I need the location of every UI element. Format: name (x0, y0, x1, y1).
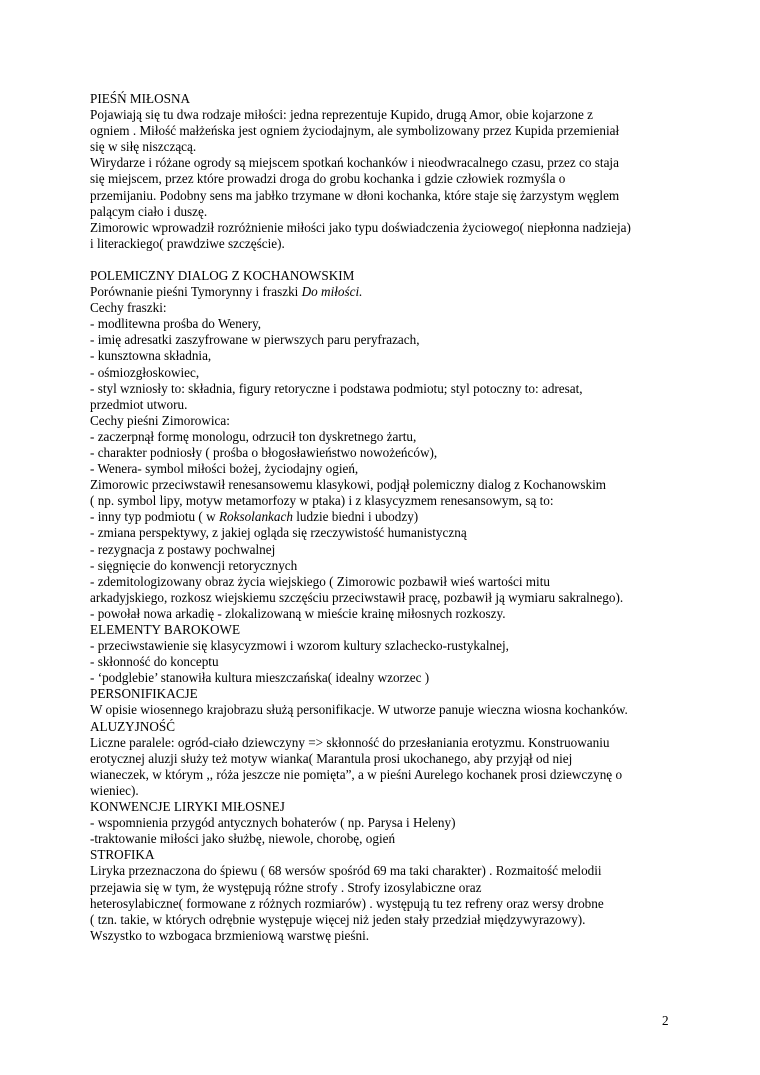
text-line: i literackiego( prawdziwe szczęście). (90, 235, 285, 251)
list-item: - ‘podglebie’ stanowiła kultura mieszczańska( idealny wzorzec ) (90, 670, 430, 686)
text-line: Cechy pieśni Zimorowica: (90, 412, 230, 428)
text-line: się miejscem, przez które prowadzi droga do grobu kochanka i gdzie człowiek rozmyśla o (90, 171, 566, 187)
text-line: przedmiot utworu. (90, 396, 188, 412)
list-item: - skłonność do konceptu (90, 654, 219, 670)
page-number: 2 (662, 1013, 669, 1028)
list-item: - zmiana perspektywy, z jakiej ogląda się rzeczywistość humanistyczną (90, 525, 467, 541)
list-item (90, 509, 680, 525)
section-heading: ELEMENTY BAROKOWE (90, 622, 241, 637)
text-line: Wszystko to wzbogaca brzmieniową warstwę pieśni. (90, 927, 370, 943)
text-line: Cechy fraszki: (90, 300, 167, 316)
list-item: - kunsztowna składnia, (90, 348, 212, 364)
text-segment: Porównanie pieśni Tymorynny i fraszki (90, 284, 302, 300)
list-item: - zaczerpnął formę monologu, odrzucił ton dyskretnego żartu, (90, 428, 417, 444)
list-item: - imię adresatki zaszyfrowane w pierwszych paru peryfrazach, (90, 332, 420, 348)
text-line: Zimorowic przeciwstawił renesansowemu klasykowi, podjął polemiczny dialog z Kochanowskim (90, 477, 607, 493)
text-line: heterosylabiczne( formowane z różnych rozmiarów) . występują tu tez refreny oraz wersy drobne (90, 895, 604, 911)
text-line: wieniec). (90, 782, 139, 798)
section-heading: PERSONIFIKACJE (90, 686, 198, 702)
list-item: - Wenera- symbol miłości bożej, życiodajny ogień, (90, 461, 359, 477)
text-line: erotycznej aluzji służy też motyw wianka( Marantula prosi ukochanego, aby przyjął od niej (90, 750, 573, 766)
text-line: Wirydarze i różane ogrody są miejscem spotkań kochanków i nieodwracalnego czasu, przez co staja (90, 155, 619, 171)
text-segment: ludzie biedni i ubodzy) (292, 509, 419, 525)
text-line: W opisie wiosennego krajobrazu służą personifikacje. W utworze panuje wieczna wiosna kochanków. (90, 702, 628, 718)
text-line: przejawia się w tym, że występują różne strofy . Strofy izosylabiczne oraz (90, 879, 482, 895)
list-item: - rezygnacja z postawy pochwalnej (90, 541, 276, 557)
text-line: Liczne paralele: ogród-ciało dziewczyny => skłonność do przesłaniania erotyzmu. Konstruowaniu (90, 734, 610, 750)
text-line: się w siłę niszczącą. (90, 139, 197, 155)
list-item: - ośmiozgłoskowiec, (90, 364, 200, 380)
list-item: - modlitewna prośba do Wenery, (90, 316, 262, 332)
list-item: - powołał nowa arkadię - zlokalizowaną w mieście krainę miłosnych rozkoszy. (90, 605, 506, 621)
section-heading: PIEŚŃ MIŁOSNA (90, 91, 191, 106)
list-item: - zdemitologizowany obraz życia wiejskiego ( Zimorowic pozbawił wieś wartości mitu (90, 573, 550, 589)
text-line: wianeczek, w którym ,, róża jeszcze nie pomięta”, a w pieśni Aurelego kochanek prosi dziewczynę o (90, 766, 623, 782)
list-item: - przeciwstawienie się klasycyzmowi i wzorom kultury szlachecko-rustykalnej, (90, 638, 509, 654)
text-line: palącym ciało i duszę. (90, 203, 208, 219)
section-heading: POLEMICZNY DIALOG Z KOCHANOWSKIM (90, 267, 355, 283)
section-piesn-milosna (90, 91, 680, 252)
text-line: przemijaniu. Podobny sens ma jabłko trzymane w dłoni kochanka, które staje się żarzystym węglem (90, 187, 620, 203)
text-line: Liryka przeznaczona do śpiewu ( 68 wersów spośród 69 ma taki charakter) . Rozmaitość melodii (90, 863, 602, 879)
list-item: - styl wzniosły to: składnia, figury retoryczne i podstawa podmiotu; styl potoczny to: adresat, (90, 380, 583, 396)
section-heading: KONWENCJE LIRYKI MIŁOSNEJ (90, 799, 285, 815)
text-line: ( np. symbol lipy, motyw metamorfozy w ptaka) i z klasycyzmem renesansowym, są to: (90, 493, 554, 509)
text-line: ( tzn. takie, w których odrębnie występuje więcej niż jeden stały przedział międzywyrazowy). (90, 911, 586, 927)
text-segment: - inny typ podmiotu ( w (90, 509, 219, 525)
paragraph-gap (90, 252, 680, 268)
italic-title: Roksolankach (218, 509, 293, 525)
section-heading: STROFIKA (90, 847, 155, 863)
text-line: Pojawiają się tu dwa rodzaje miłości: jedna reprezentuje Kupido, drugą Amor, obie kojarzone z (90, 107, 593, 123)
text-line: Zimorowic wprowadził rozróżnienie miłości jako typu doświadczenia życiowego( niepłonna nadzieja) (90, 219, 631, 235)
list-item: - sięgnięcie do konwencji retorycznych (90, 557, 298, 573)
list-item: - wspomnienia przygód antycznych bohaterów ( np. Parysa i Heleny) (90, 815, 456, 831)
text-line: arkadyjskiego, rozkosz wiejskiemu szczęściu przeciwstawił pracę, pozbawił ją wymiaru sakralnego). (90, 589, 624, 605)
list-item: -traktowanie miłości jako służbę, niewole, chorobę, ogień (90, 831, 396, 847)
document-body (90, 91, 680, 944)
text-line: ogniem . Miłość małżeńska jest ogniem życiodajnym, ale symbolizowany przez Kupida przemieniał (90, 123, 620, 139)
list-item: - charakter podniosły ( prośba o błogosławieństwo nowożeńców), (90, 444, 438, 460)
section-polemiczny-dialog (90, 268, 680, 944)
section-heading: ALUZYJNOŚĆ (90, 718, 175, 734)
text-line (90, 284, 680, 300)
italic-title: Do miłości. (301, 284, 363, 300)
